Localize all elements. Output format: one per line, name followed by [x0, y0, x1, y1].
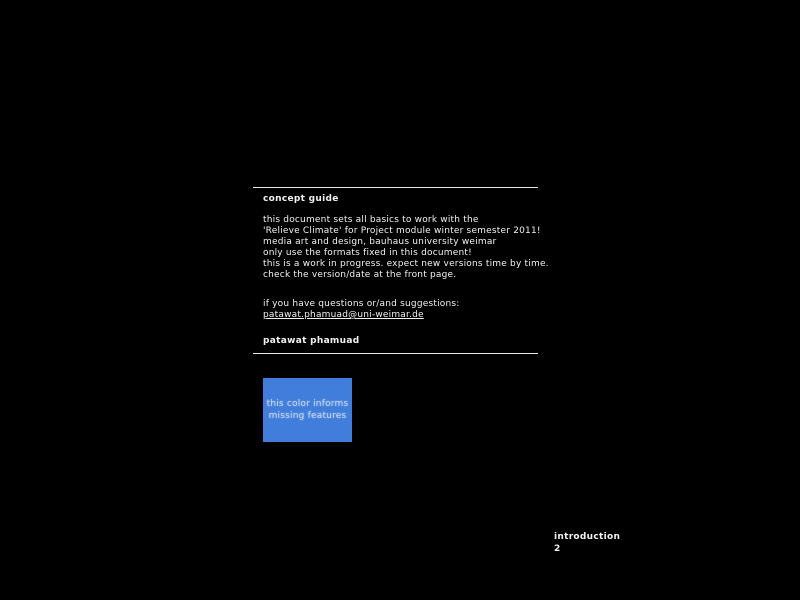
paragraph-line: only use the formats fixed in this document!: [263, 248, 472, 258]
paragraph-line: 'Relieve Climate' for Project module winter semester 2011!: [263, 226, 541, 236]
paragraph-line: check the version/date at the front page.: [263, 270, 457, 280]
page-title: concept guide: [263, 194, 339, 204]
page-footer: [554, 531, 620, 555]
contact-block: [263, 299, 460, 321]
bottom-divider: [253, 353, 538, 354]
missing-features-legend: [263, 378, 352, 442]
author-name: patawat phamuad: [263, 336, 360, 346]
legend-line: missing features: [268, 411, 347, 421]
top-divider: [253, 187, 538, 188]
legend-line: this color informs: [266, 399, 349, 409]
paragraph-line: this document sets all basics to work with the: [263, 215, 479, 225]
footer-page-number: 2: [554, 544, 561, 554]
footer-section-label: introduction: [554, 532, 621, 542]
contact-intro: if you have questions or/and suggestions:: [263, 299, 460, 309]
paragraph-line: media art and design, bauhaus university weimar: [263, 237, 497, 247]
paragraph-line: this is a work in progress. expect new versions time by time.: [263, 259, 549, 269]
email-link[interactable]: patawat.phamuad@uni-weimar.de: [263, 310, 424, 320]
intro-paragraph: [263, 215, 553, 281]
